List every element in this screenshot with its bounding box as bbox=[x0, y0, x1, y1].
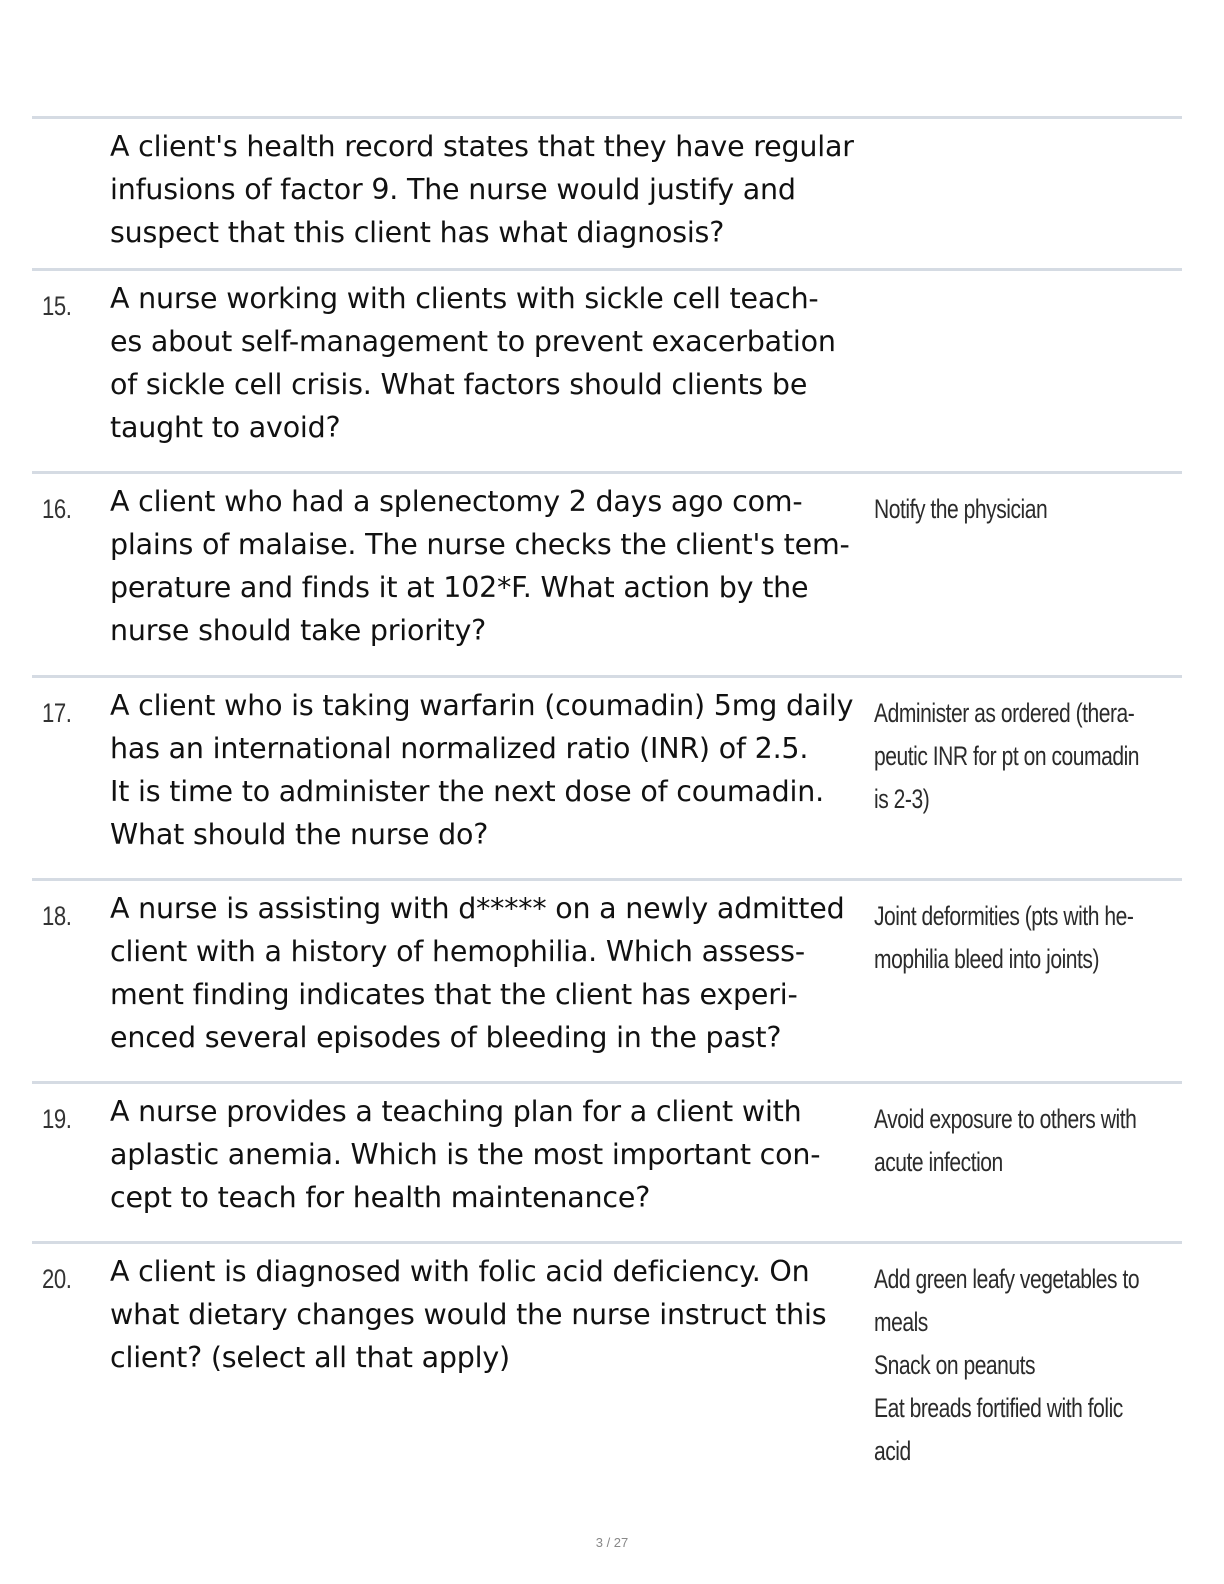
table-row bbox=[32, 675, 1182, 878]
question-number: 17. bbox=[42, 698, 72, 728]
question-text bbox=[110, 1250, 870, 1379]
table-row bbox=[32, 878, 1182, 1081]
question-line: A client is diagnosed with folic acid deficiency. On bbox=[110, 1255, 810, 1288]
table-row bbox=[32, 471, 1182, 675]
answer-line: Joint deformities (pts with he- bbox=[874, 901, 1134, 931]
question-line: client with a history of hemophilia. Which assess- bbox=[110, 935, 805, 968]
question-text bbox=[110, 277, 870, 449]
question-line: enced several episodes of bleeding in the past? bbox=[110, 1021, 782, 1054]
flashcard-table bbox=[32, 116, 1182, 1481]
question-line: nurse should take priority? bbox=[110, 614, 487, 647]
question-line: plains of malaise. The nurse checks the client's tem- bbox=[110, 528, 850, 561]
question-text bbox=[110, 887, 870, 1059]
question-text bbox=[110, 480, 870, 652]
question-line: es about self-management to prevent exacerbation bbox=[110, 325, 836, 358]
answer-line: is 2-3) bbox=[874, 784, 930, 814]
question-line: A nurse working with clients with sickle cell teach- bbox=[110, 282, 819, 315]
answer-line: acid bbox=[874, 1436, 911, 1466]
question-line: What should the nurse do? bbox=[110, 818, 489, 851]
question-line: of sickle cell crisis. What factors should clients be bbox=[110, 368, 808, 401]
question-line: taught to avoid? bbox=[110, 411, 341, 444]
question-text bbox=[110, 1090, 870, 1219]
answer-line: Snack on peanuts bbox=[874, 1350, 1036, 1380]
answer-text bbox=[874, 488, 1170, 531]
question-number: 15. bbox=[42, 291, 72, 321]
question-number: 18. bbox=[42, 901, 72, 931]
answer-line: Add green leafy vegetables to bbox=[874, 1264, 1140, 1294]
table-row bbox=[32, 268, 1182, 471]
question-line: client? (select all that apply) bbox=[110, 1341, 510, 1374]
question-line: ment finding indicates that the client has experi- bbox=[110, 978, 798, 1011]
question-line: A nurse provides a teaching plan for a client with bbox=[110, 1095, 802, 1128]
question-line: aplastic anemia. Which is the most important con- bbox=[110, 1138, 821, 1171]
answer-line: peutic INR for pt on coumadin bbox=[874, 741, 1140, 771]
answer-line: mophilia bleed into joints) bbox=[874, 944, 1100, 974]
table-row bbox=[32, 116, 1182, 268]
page-indicator: 3 / 27 bbox=[595, 1535, 629, 1550]
question-line: infusions of factor 9. The nurse would justify and bbox=[110, 173, 796, 206]
question-line: what dietary changes would the nurse instruct this bbox=[110, 1298, 827, 1331]
table-row bbox=[32, 1081, 1182, 1241]
question-text bbox=[110, 125, 870, 254]
question-line: It is time to administer the next dose of coumadin. bbox=[110, 775, 824, 808]
answer-text bbox=[874, 1258, 1170, 1473]
question-line: A client's health record states that they have regular bbox=[110, 130, 854, 163]
question-text bbox=[110, 684, 870, 856]
answer-line: Eat breads fortified with folic bbox=[874, 1393, 1123, 1423]
question-number: 16. bbox=[42, 494, 72, 524]
answer-line: meals bbox=[874, 1307, 928, 1337]
question-line: A client who is taking warfarin (coumadin) 5mg daily bbox=[110, 689, 854, 722]
answer-line: Notify the physician bbox=[874, 494, 1048, 524]
answer-text bbox=[874, 692, 1170, 821]
question-line: suspect that this client has what diagnosis? bbox=[110, 216, 725, 249]
question-line: A nurse is assisting with d***** on a newly admitted bbox=[110, 892, 845, 925]
question-line: has an international normalized ratio (INR) of 2.5. bbox=[110, 732, 809, 765]
answer-text bbox=[874, 1098, 1170, 1184]
question-number: 20. bbox=[42, 1264, 72, 1294]
table-row bbox=[32, 1241, 1182, 1481]
answer-text bbox=[874, 895, 1170, 981]
question-line: A client who had a splenectomy 2 days ago com- bbox=[110, 485, 803, 518]
question-line: perature and finds it at 102*F. What action by the bbox=[110, 571, 809, 604]
answer-line: Administer as ordered (thera- bbox=[874, 698, 1135, 728]
answer-line: Avoid exposure to others with bbox=[874, 1104, 1137, 1134]
question-number: 19. bbox=[42, 1104, 72, 1134]
answer-line: acute infection bbox=[874, 1147, 1003, 1177]
question-line: cept to teach for health maintenance? bbox=[110, 1181, 651, 1214]
